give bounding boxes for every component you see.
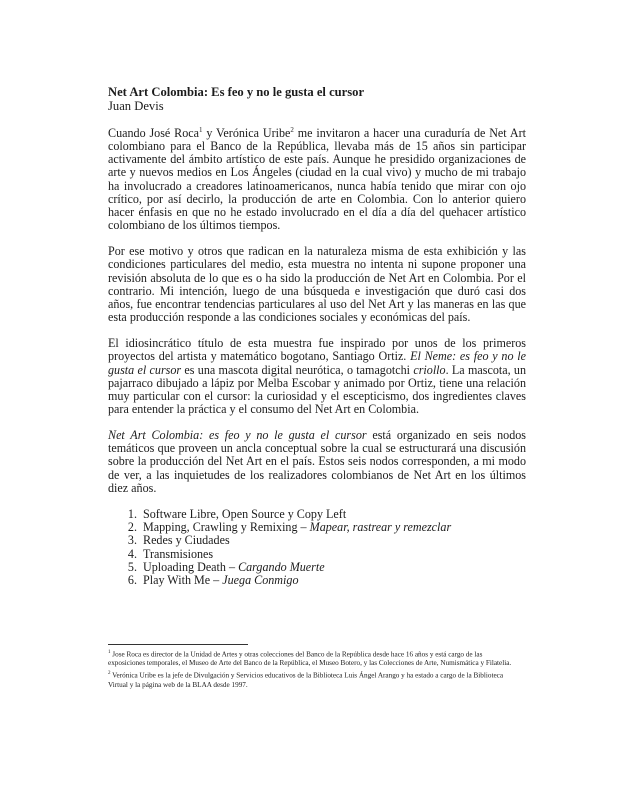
footnote-number: 2 — [108, 671, 111, 677]
footnote-2 — [108, 669, 518, 689]
node-translation: Mapear, rastrear y remezclar — [309, 520, 452, 535]
thematic-nodes-list — [108, 508, 526, 587]
footnote-text: Verónica Uribe es la jefe de Divulgación y Servicios educativos de la Biblioteca Luis Ángel Arango y ha estado a cargo de la Biblioteca Virtual y la página web de la BLAA desde 1997. — [108, 671, 504, 689]
paragraph-1-text-a: Cuando José Roca — [108, 126, 199, 140]
node-label: Play With Me – — [143, 572, 223, 587]
paragraph-2: Por ese motivo y otros que radican en la naturaleza misma de esta exhibición y las condiciones particulares del medio, esta muestra no intenta ni supone proponer una revisión absoluta de lo que es o ha sido la producción de Net Art en Colombia. Por el contrario. Mi intención, luego de una búsqueda e investigación que duró casi dos años, fue encontrar tendencias particulares al uso del Net Art y las maneras en las que esta producción responde a las condiciones sociales y económicas del país. — [108, 244, 526, 325]
paragraph-3-text-c: . La mascota, un pajarraco dibujado a lápiz por Melba Escobar y animado por Ortiz, tiene una relación muy particular con el cursor: la curiosidad y el escepticismo, dos ingredientes claves para entender la práctica y el consumo del Net Art en Colombia. — [108, 362, 527, 416]
node-translation: Juega Conmigo — [222, 572, 299, 587]
node-label: Transmisiones — [143, 546, 214, 561]
paragraph-1-text-b: y Verónica Uribe — [202, 126, 291, 140]
footnote-number: 1 — [108, 650, 111, 655]
paragraph-3-emphasis-b: criollo — [413, 362, 446, 377]
footnotes — [108, 644, 518, 691]
paragraph-3-emphasis-a: El Neme: es feo y no le gusta el cursor — [108, 349, 526, 377]
article-body — [108, 85, 526, 587]
author-name: Juan Devis — [108, 99, 164, 113]
article-title: Net Art Colombia: Es feo y no le gusta el cursor — [108, 85, 365, 99]
footnote-1 — [108, 648, 518, 668]
node-label: Software Libre, Open Source y Copy Left — [143, 506, 347, 521]
paragraph-4-text: está organizado en seis nodos temáticos que proveen un ancla conceptual sobre la cual se estructurará una discusión sobre la producción del Net Art en el país. Estos seis nodos corresponden, a mi modo de ver, a las inquietudes de los realizadores colombianos de Net Art en los últimos diez años. — [108, 428, 527, 495]
node-label: Uploading Death – — [143, 559, 239, 574]
paragraph-3-text-a: El idiosincrático título de esta muestra fue inspirado por unos de los primeros proyectos del artista y matemático bogotano, Santiago Ortiz. — [108, 336, 526, 364]
paragraph-4 — [108, 429, 526, 495]
paragraph-4-emphasis: Net Art Colombia: es feo y no le gusta el cursor — [108, 428, 367, 443]
footnote-divider — [108, 644, 248, 645]
paragraph-1 — [108, 127, 526, 232]
footnote-ref-2[interactable]: 2 — [290, 125, 294, 134]
node-translation: Cargando Muerte — [238, 559, 325, 574]
footnote-ref-1[interactable]: 1 — [199, 125, 203, 134]
node-label: Redes y Ciudades — [143, 533, 230, 548]
node-label: Mapping, Crawling y Remixing – — [143, 520, 310, 535]
paragraph-1-text-c: me invitaron a hacer una curaduría de Net Art colombiano para el Banco de la República, llevaba más de 15 años sin participar activamente del ámbito artístico de este país. Aunque he presidido organizaciones de arte y nuevos medios en Los Ángeles (ciudad en la cual vivo) y mucho de mi trabajo ha involucrado a creadores latinoamericanos, nunca había tenido que mirar con ojo crítico, por así decirlo, la producción de arte en Colombia. Con lo anterior quiero hacer énfasis en que no he estado involucrado en el día a día del quehacer artístico colombiano de los últimos tiempos. — [108, 126, 526, 233]
list-item — [140, 574, 526, 587]
footnote-text: Jose Roca es director de la Unidad de Artes y otras colecciones del Banco de la República desde hace 16 años y está cargo de las exposiciones temporales, el Museo de Arte del Banco de la República, el Museo Botero, y las Colecciones de Arte, Numismática y Filatelia. — [108, 650, 512, 668]
paragraph-3-text-b: es una mascota digital neurótica, o tamagotchi — [181, 362, 414, 377]
paragraph-3 — [108, 337, 526, 416]
